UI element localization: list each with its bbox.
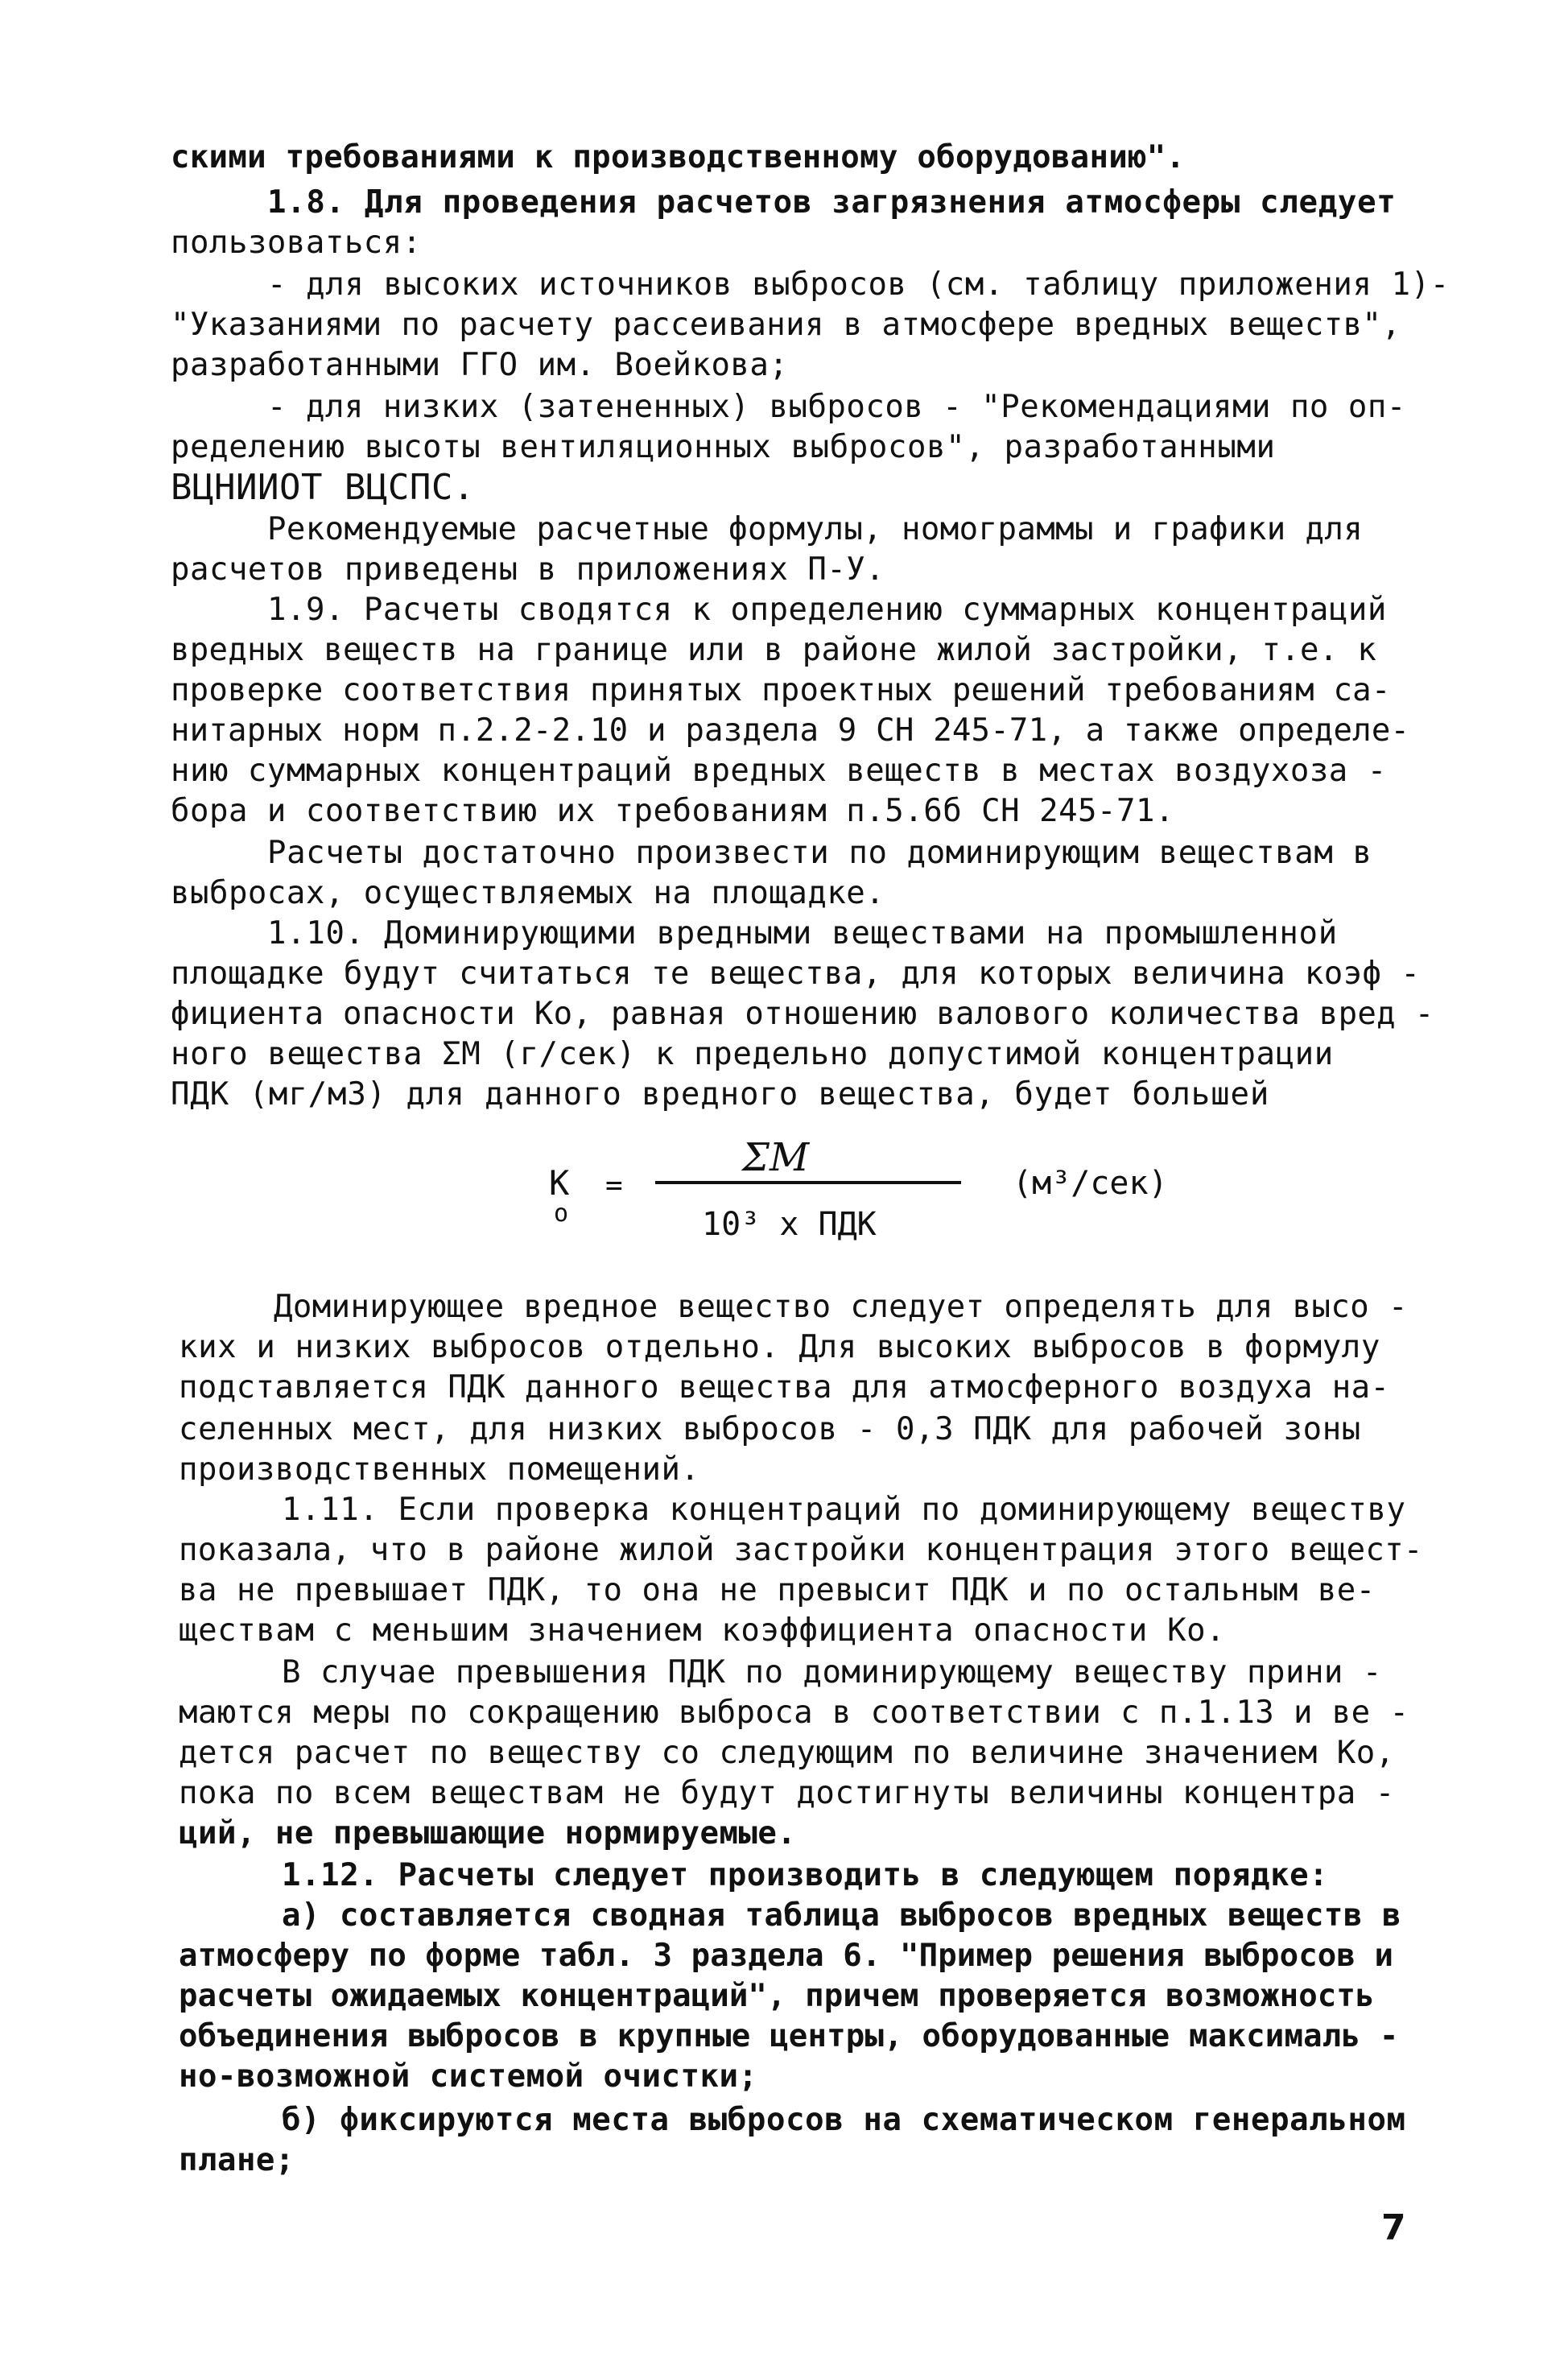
text-line: плане; xyxy=(179,2142,295,2178)
text-line: дется расчет по веществу со следующим по величине значением Ко, xyxy=(179,1735,1395,1771)
text-line: разработанными ГГО им. Воейкова; xyxy=(171,347,789,383)
text-line: проверке соответствия принятых проектных решений требованиям са- xyxy=(171,672,1391,708)
formula-unit: (м³/сек) xyxy=(1013,1165,1168,1202)
text-line: селенных мест, для низких выбросов - 0,3 ПДК для рабочей зоны xyxy=(179,1411,1361,1447)
text-line: расчетов приведены в приложениях П-У. xyxy=(171,551,885,588)
text-line: ПДК (мг/м3) для данного вредного вещества, будет большей xyxy=(171,1076,1270,1113)
text-line: Расчеты достаточно произвести по доминирующим веществам в xyxy=(267,835,1372,871)
fraction-bar xyxy=(655,1181,961,1184)
text-line: вредных веществ на границе или в районе жилой застройки, т.е. к xyxy=(171,632,1377,668)
text-line: 1.11. Если проверка концентраций по доминирующему веществу xyxy=(282,1492,1406,1528)
text-line: пользоваться: xyxy=(171,225,422,261)
text-line: нию суммарных концентраций вредных веществ в местах воздухоза - xyxy=(171,753,1387,789)
text-line: подставляется ПДК данного вещества для атмосферного воздуха на- xyxy=(179,1369,1390,1406)
text-line: ВЦНИИОТ ВЦСПС. xyxy=(171,467,475,508)
text-line: нитарных норм п.2.2-2.10 и раздела 9 СН 245-71, а также определе- xyxy=(171,712,1410,749)
text-line: 1.9. Расчеты сводятся к определению суммарных концентраций xyxy=(267,592,1387,628)
text-line: но-возможной системой очистки; xyxy=(179,2058,758,2095)
text-line: а) составляется сводная таблица выбросов вредных веществ в xyxy=(282,1897,1401,1934)
text-line: б) фиксируются места выбросов на схематическом генеральном xyxy=(282,2102,1406,2138)
text-line: атмосферу по форме табл. 3 раздела 6. "Пример решения выбросов и xyxy=(179,1938,1394,1974)
text-line: В случае превышения ПДК по доминирующему веществу прини - xyxy=(282,1654,1382,1691)
formula-denominator: 10³ х ПДК xyxy=(702,1206,877,1243)
page-number: 7 xyxy=(1381,2207,1406,2248)
formula-numerator: ΣМ xyxy=(742,1135,810,1180)
formula-lhs: К xyxy=(549,1163,570,1203)
text-line: бора и соответствию их требованиям п.5.6б СН 245-71. xyxy=(171,793,1174,829)
text-line: - для низких (затененных) выбросов - "Рекомендациями по оп- xyxy=(267,389,1406,425)
text-line: ществам с меньшим значением коэффициента опасности Ко. xyxy=(179,1612,1226,1649)
text-line: выбросах, осуществляемых на площадке. xyxy=(171,875,885,911)
text-line: ких и низких выбросов отдельно. Для высоких выбросов в формулу xyxy=(179,1329,1380,1365)
text-line: ределению высоты вентиляционных выбросов", разработанными xyxy=(171,429,1276,465)
text-line: ций, не превышающие нормируемые. xyxy=(179,1815,797,1852)
text-line: маются меры по сокращению выброса в соответствии с п.1.13 и ве - xyxy=(179,1695,1409,1731)
text-line: расчеты ожидаемых концентраций", причем проверяется возможность xyxy=(179,1978,1375,2014)
text-line: ного вещества ΣМ (г/сек) к предельно допустимой концентрации xyxy=(171,1036,1334,1072)
text-line: ва не превышает ПДК, то она не превысит ПДК и по остальным ве- xyxy=(179,1572,1376,1608)
text-line: 1.12. Расчеты следует производить в следующем порядке: xyxy=(282,1857,1329,1893)
text-line: объединения выбросов в крупные центры, оборудованные максималь - xyxy=(179,2018,1399,2054)
text-line: фициента опасности Ко, равная отношению валового количества вред - xyxy=(171,996,1434,1032)
text-line: показала, что в районе жилой застройки концентрация этого вещест- xyxy=(179,1532,1423,1568)
text-line: "Указаниями по расчету рассеивания в атмосфере вредных веществ", xyxy=(171,307,1401,343)
text-line: 1.8. Для проведения расчетов загрязнения атмосферы следует xyxy=(267,184,1397,221)
text-line: 1.10. Доминирующими вредными веществами на промышленной xyxy=(267,915,1338,952)
text-line: площадке будут считаться те вещества, для которых величина коэф - xyxy=(171,956,1421,992)
text-line: Доминирующее вредное вещество следует определять для высо - xyxy=(274,1289,1408,1325)
text-line: - для высоких источников выбросов (см. таблицу приложения 1)- xyxy=(267,266,1450,303)
text-line: пока по всем веществам не будут достигнуты величины концентра - xyxy=(179,1775,1395,1811)
formula-equals: = xyxy=(605,1169,623,1202)
text-line: производственных помещений. xyxy=(179,1451,700,1488)
text-line: скими требованиями к производственному оборудованию". xyxy=(171,139,1186,175)
formula-lhs-subscript: о xyxy=(554,1199,569,1228)
text-line: Рекомендуемые расчетные формулы, номограммы и графики для xyxy=(267,511,1364,547)
